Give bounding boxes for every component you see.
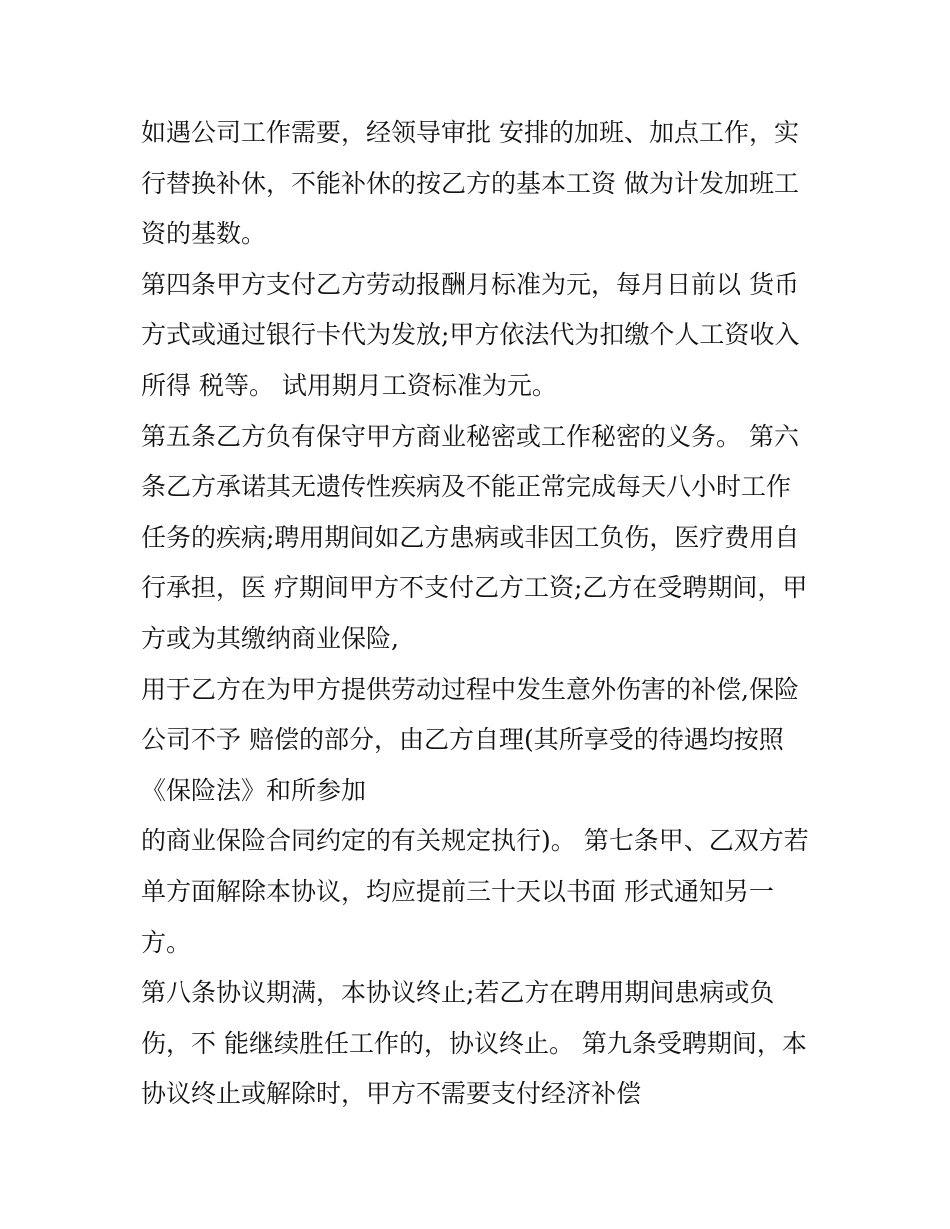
text-line: 行承担，医 疗期间甲方不支付乙方工资;乙方在受聘期间，甲 — [141, 573, 808, 603]
document-body — [141, 108, 821, 1120]
text-line: 《保险法》和所参加 — [141, 775, 367, 805]
text-line: 行替换补休，不能补休的按乙方的基本工资 做为计发加班工 — [141, 168, 799, 198]
text-line: 所得 税等。 试用期月工资标准为元。 — [141, 370, 557, 400]
text-line: 伤，不 能继续胜任工作的，协议终止。 第九条受聘期间，本 — [141, 1028, 807, 1058]
text-line: 方或为其缴纳商业保险, — [141, 623, 399, 653]
text-line: 任务的疾病;聘用期间如乙方患病或非因工负伤，医疗费用自 — [141, 522, 800, 552]
text-line: 协议终止或解除时，甲方不需要支付经济补偿 — [141, 1079, 642, 1109]
text-line: 资的基数。 — [141, 219, 267, 249]
text-line: 第四条甲方支付乙方劳动报酬月标准为元，每月日前以 货币 — [141, 269, 799, 299]
text-line: 的商业保险合同约定的有关规定执行)。 第七条甲、乙双方若 — [141, 826, 809, 856]
text-line: 公司不予 赔偿的部分，由乙方自理(其所享受的待遇均按照 — [141, 725, 784, 755]
text-line: 第八条协议期满，本协议终止;若乙方在聘用期间患病或负 — [141, 978, 775, 1008]
text-line: 用于乙方在为甲方提供劳动过程中发生意外伤害的补偿,保险 — [141, 674, 799, 704]
text-line: 如遇公司工作需要，经领导审批 安排的加班、加点工作，实 — [141, 118, 799, 147]
text-line: 条乙方承诺其无遗传性疾病及不能正常完成每天八小时工作 — [141, 472, 792, 502]
text-line: 方。 — [141, 927, 192, 957]
text-line: 方式或通过银行卡代为发放;甲方依法代为扣缴个人工资收入 — [141, 320, 800, 350]
text-line: 第五条乙方负有保守甲方商业秘密或工作秘密的义务。 第六 — [141, 421, 799, 451]
text-line: 单方面解除本协议，均应提前三十天以书面 形式通知另一 — [141, 876, 774, 906]
